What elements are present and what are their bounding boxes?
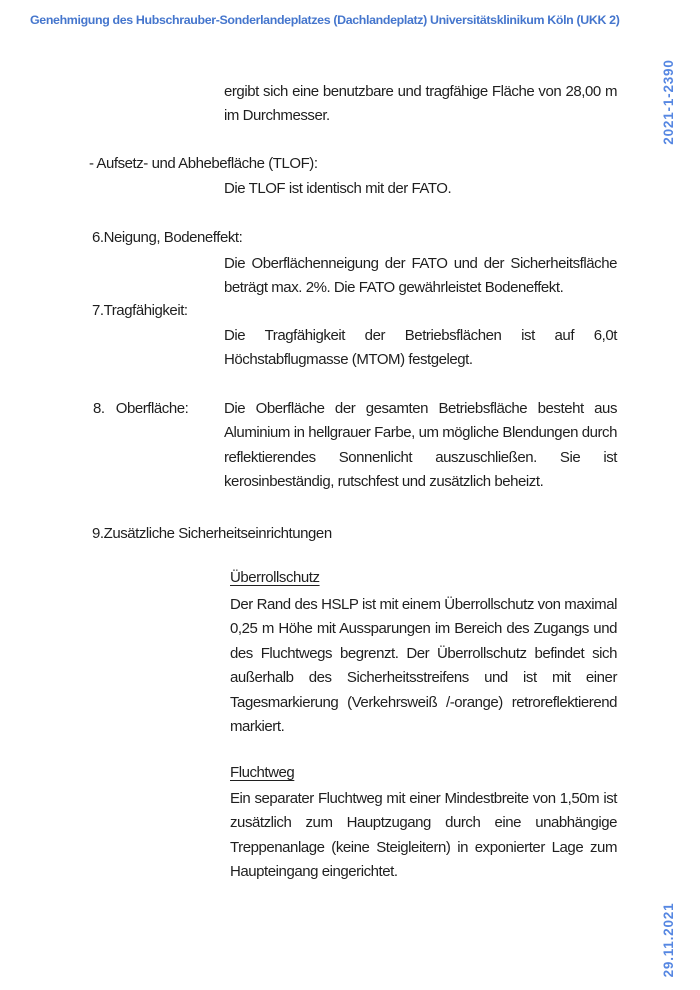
paragraph-intro <box>224 80 617 129</box>
paragraph-7-tragfaehigkeit <box>224 324 617 373</box>
text-line: Ein separater Fluchtweg mit einer Mindestbreite von 1,50m ist <box>230 790 617 807</box>
subsection-heading-ueberrollschutz: Überrollschutz <box>230 569 320 586</box>
text-line: Treppenanlage (keine Steigleitern) in exponierter Lage zum <box>230 838 617 856</box>
section-label-9-sicherheitseinrichtungen: 9.Zusätzliche Sicherheitseinrichtungen <box>92 525 332 542</box>
section-label-tlof: - Aufsetz- und Abhebefläche (TLOF): <box>89 155 318 172</box>
paragraph-8-oberflaeche <box>224 397 617 495</box>
text-line: markiert. <box>230 718 285 736</box>
margin-doc-number-vertical: 2021-1-2390 <box>661 59 676 145</box>
text-line: des Fluchtwegs begrenzt. Der Überrollschutz befindet sich <box>230 644 617 662</box>
subsection-heading-fluchtweg: Fluchtweg <box>230 764 295 781</box>
text-line: ergibt sich eine benutzbare und tragfähige Fläche von 28,00 m <box>224 83 617 100</box>
text-line: zusätzlich zum Hauptzugang durch eine unabhängige <box>230 814 617 832</box>
section-label-8-oberflaeche: 8. Oberfläche: <box>93 400 189 417</box>
text-line: Die Oberflächenneigung der FATO und der Sicherheitsfläche <box>224 255 617 272</box>
text-line: Die Tragfähigkeit der Betriebsflächen ist auf 6,0t <box>224 327 617 344</box>
margin-date-vertical: 29.11.2021 <box>661 902 676 978</box>
text-line: außerhalb des Sicherheitsstreifens und ist mit einer <box>230 669 617 687</box>
paragraph-tlof: Die TLOF ist identisch mit der FATO. <box>224 180 452 197</box>
text-line: Der Rand des HSLP ist mit einem Überrollschutz von maximal <box>230 596 617 613</box>
document-header-title: Genehmigung des Hubschrauber-Sonderlandeplatzes (Dachlandeplatz) Universitätsklinikum Köln (UKK 2) <box>30 13 620 27</box>
text-line: Höchstabflugmasse (MTOM) festgelegt. <box>224 351 473 369</box>
paragraph-6-neigung <box>224 252 617 301</box>
text-line: Die Oberfläche der gesamten Betriebsfläche besteht aus <box>224 400 617 417</box>
section-label-7-tragfaehigkeit: 7.Tragfähigkeit: <box>92 302 188 319</box>
text-line: Tagesmarkierung (Verkehrsweiß /-orange) retroreflektierend <box>230 693 617 711</box>
text-line: kerosinbeständig, rutschfest und zusätzlich beheizt. <box>224 473 544 491</box>
section-label-6-neigung: 6.Neigung, Bodeneffekt: <box>92 229 243 246</box>
text-line: Aluminium in hellgrauer Farbe, um mögliche Blendungen durch <box>224 424 617 442</box>
text-line: reflektierendes Sonnenlicht auszuschließen. Sie ist <box>224 448 617 466</box>
text-line: Haupteingang eingerichtet. <box>230 863 398 881</box>
text-line: im Durchmesser. <box>224 107 330 125</box>
text-line: 0,25 m Höhe mit Aussparungen im Bereich des Zugangs und <box>230 620 617 638</box>
paragraph-ueberrollschutz <box>230 593 617 739</box>
paragraph-fluchtweg <box>230 787 617 885</box>
text-line: beträgt max. 2%. Die FATO gewährleistet Bodeneffekt. <box>224 279 564 297</box>
